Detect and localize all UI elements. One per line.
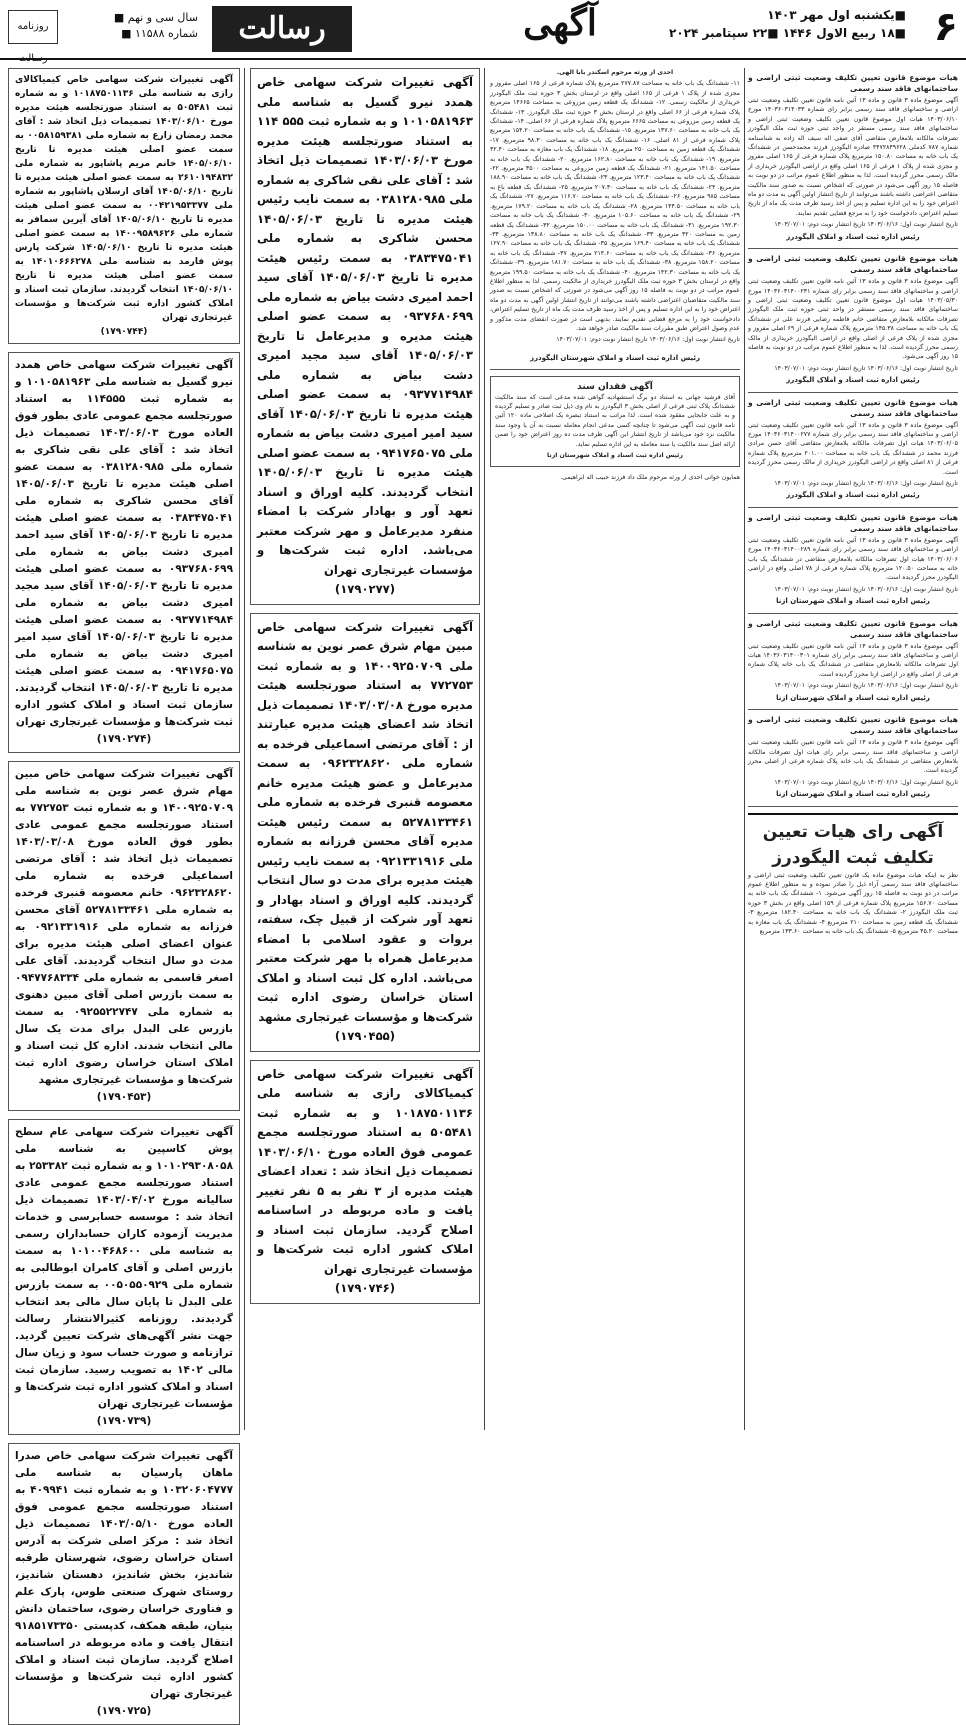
page-header [0, 0, 966, 64]
registry-notice: هیات موضوع قانون تعیین تکلیف وضعیت ثبتی اراضی و ساختمانهای فاقد سند رسمی آگهی موضوع ماده ۳ قانون و ماده ۱۳ آئین نامه قانون تعیین تکلیف وضعیت ثبتی اراضی و ساختمانهای فاقد سند رسمی برابر رای شماره ۱۴۰۳۶۰۳۱۴۰۰۲۸۹ مورخ ۱۴۰۳/۰۶/۰۶ هیات اول تصرفات مالکانه بلامعارض متقاضی در ششدانگ یک باب خانه به مساحت ۱۲۰.۵۰ مترمربع پلاک شماره فرعی از ۷۸ اصلی واقع در اراضی الیگودرز محرز گردیده است. تاریخ انتشار نوبت اول: ۱۴۰۳/۰۶/۱۶ تاریخ انتشار نوبت دوم: ۱۴۰۳/۰۷/۰۱ رئیس اداره ثبت اسناد و املاک شهرستان ازنا [748, 508, 958, 614]
column-company-notices-a [250, 68, 480, 1430]
date-block [669, 6, 906, 42]
land-list-signature: رئیس اداره ثبت اسناد و املاک شهرستان الیگودرز [490, 347, 740, 370]
column-divider [484, 68, 485, 1430]
issue-line-2: شماره ۱۱۵۸۸ ■ [121, 27, 198, 40]
column-land-list [490, 68, 740, 1430]
heir-notice: همایون خوانی احدی از ورثه مرحوم ملک داد فرزند حبیب اله ابراهیمی. [560, 474, 740, 482]
mini-logo: روزنامه رسالت [8, 10, 58, 44]
registry-notice: هیات موضوع قانون تعیین تکلیف وضعیت ثبتی اراضی و ساختمانهای فاقد سند رسمی آگهی موضوع ماده ۳ قانون و ماده ۱۳ آئین نامه قانون تعیین تکلیف وضعیت ثبتی اراضی و ساختمانهای فاقد سند رسمی برابر رای هیات اول تصرفات مالکانه بلامعارض متقاضی در ششدانگ یک باب خانه پلاک شماره فرعی از اصلی محرز گردیده است. تاریخ انتشار نوبت اول: ۱۴۰۳/۰۶/۱۶ تاریخ انتشار نوبت دوم: ۱۴۰۳/۰۷/۰۱ رئیس اداره ثبت اسناد و املاک شهرستان ازنا [748, 710, 958, 806]
page-number: ۶ [933, 4, 958, 50]
company-notice: آگهی تغییرات شرکت سهامی خاص مبین مهام شرق عصر نوین به شناسه ملی ۱۴۰۰۹۲۵۰۷۰۹ و به شماره ثبت ۷۷۲۷۵۳ به استناد صورتجلسه هیئت مدیره مورخ ۱۴۰۳/۰۳/۰۸ تصمیمات ذیل اتخاذ شد اعضای هیئت مدیره عبارتند از : آقای مرتضی اسماعیلی فرخده به شماره ملی ۰۹۶۲۳۲۸۶۲۰ به سمت مدیرعامل و عضو هیئت مدیره خانم معصومه قنبری فرخده به شماره ملی ۵۲۷۸۱۳۳۴۶۱ به سمت رئیس هیئت مدیره آقای محسن فرزانه به شماره ملی ۰۹۲۱۳۳۱۹۱۶ به سمت نایب رئیس هیئت مدیره برای مدت دو سال انتخاب گردیدند. کلیه اوراق و اسناد بهادار و تعهد آور شرکت از قبیل چک، سفته، بروات و عقود اسلامی با امضاء مدیرعامل همراه با مهر شرکت معتبر می‌باشد. اداره کل ثبت اسناد و املاک استان خراسان رضوی اداره ثبت شرکت‌ها و مؤسسات غیرتجاری مشهد (۱۷۹۰۴۵۵) [250, 613, 480, 1052]
issue-line-1: سال سی و نهم ■ [113, 11, 198, 24]
registry-notice: هیات موضوع قانون تعیین تکلیف وضعیت ثبتی اراضی و ساختمانهای فاقد سند رسمی آگهی موضوع ماده ۳ قانون و ماده ۱۳ آئین نامه قانون تعیین تکلیف وضعیت ثبتی اراضی و ساختمانهای فاقد سند رسمی برابر رای شماره ۱۴۰۳۶۰۳۱۴۰۰۲۳۱ مورخ ۱۴۰۳/۰۵/۳۰ هیات اول موضوع قانون تعیین تکلیف وضعیت ثبتی اراضی و ساختمانهای فاقد سند رسمی مستقر در واحد ثبتی حوزه ثبت ملک الیگودرز تصرفات مالکانه بلامعارض متقاضی خانم فاطمه رضایی فرزند علی در ششدانگ یک باب خانه به مساحت ۱۴۵.۳۸ مترمربع پلاک شماره فرعی از ۶۹ اصلی مفروز و مجزی شده از پلاک فرعی از اصلی واقع در اراضی الیگودرز خریداری از مالک رسمی محرز گردیده است. لذا به منظور اطلاع عموم مراتب در دو نوبت به فاصله ۱۵ روز آگهی می‌شود. تاریخ انتشار نوبت اول: ۱۴۰۳/۰۶/۱۶ تاریخ انتشار نوبت دوم: ۱۴۰۳/۰۷/۰۱ رئیس اداره ثبت اسناد و املاک الیگودرز [748, 249, 958, 392]
land-list-body: ۱۱- ششدانگ یک باب خانه به مساحت ۲۷۷.۸۷ مترمربع پلاک شماره فرعی از ۱۶۵ اصلی مفروز و مجزی شده از پلاک ۱ فرعی از ۱۶۵ اصلی واقع در لرستان بخش ۳ حوزه ثبت ملک الیگودرز خریداری از مالکیت رسمی. ۱۲- ششدانگ یک قطعه زمین مزروعی به مساحت ۱۴۶۶۵ مترمربع پلاک شماره فرعی از ۶۶ اصلی واقع در لرستان بخش ۳ حوزه ثبت ملک الیگودرز. ۱۳- ششدانگ یک قطعه زمین مزروعی به مساحت ۶۶۶۵ مترمربع پلاک شماره فرعی از ۶۶ اصلی. ۱۴- ششدانگ یک باب خانه به مساحت ۱۳۷.۶۰ مترمربع. ۱۵- ششدانگ یک باب خانه به مساحت ۱۵۴.۲۰ مترمربع پلاک شماره فرعی از ۸۱ اصلی. ۱۶- ششدانگ یک باب خانه به مساحت ۹۸.۳۰ مترمربع. ۱۷- ششدانگ یک قطعه زمین به مساحت ۲۵۰ مترمربع. ۱۸- ششدانگ یک باب مغازه به مساحت ۳۲.۴۰ مترمربع. ۱۹- ششدانگ یک باب خانه به مساحت ۱۶۲.۸۰ مترمربع. ۲۰- ششدانگ یک باب خانه به مساحت ۱۴۱.۵۰ مترمربع. ۲۱- ششدانگ یک قطعه زمین مزروعی به مساحت ۳۵۰۰ مترمربع. ۲۲- ششدانگ یک باب خانه به مساحت ۱۲۳.۴۰ مترمربع. ۲۳- ششدانگ یک باب خانه به مساحت ۱۸۸.۹۰ مترمربع. ۲۴- ششدانگ یک باب خانه به مساحت ۲۰۷.۳۰ مترمربع. ۲۵- ششدانگ یک قطعه باغ به مساحت ۹۸۵ مترمربع. ۲۶- ششدانگ یک باب خانه به مساحت ۱۱۶.۷۰ مترمربع. ۲۷- ششدانگ یک باب خانه به مساحت ۱۴۴.۵۰ مترمربع. ۲۸- ششدانگ یک باب خانه به مساحت ۱۷۹.۲۰ مترمربع. ۲۹- ششدانگ یک باب خانه به مساحت ۱۰۵.۶۰ مترمربع. ۳۰- ششدانگ یک باب خانه به مساحت ۱۹۲.۳۰ مترمربع. ۳۱- ششدانگ یک باب خانه به مساحت ۱۵۰.۰۰ مترمربع. ۳۲- ششدانگ یک قطعه زمین به مساحت ۳۲۰ مترمربع. ۳۳- ششدانگ یک باب خانه به مساحت ۱۳۸.۸۰ مترمربع. ۳۴- ششدانگ یک باب خانه به مساحت ۱۶۹.۴۰ مترمربع. ۳۵- ششدانگ یک باب خانه به مساحت ۱۲۷.۹۰ مترمربع. ۳۶- ششدانگ یک باب خانه به مساحت ۲۱۴.۶۰ مترمربع. ۳۷- ششدانگ یک باب خانه به مساحت ۱۵۸.۲۰ مترمربع. ۳۸- ششدانگ یک باب خانه به مساحت ۱۸۱.۷۰ مترمربع. ۳۹- ششدانگ یک باب خانه به مساحت ۱۴۲.۳۰ مترمربع. ۴۰- ششدانگ یک باب خانه به مساحت ۱۹۹.۵۰ مترمربع واقع در لرستان بخش ۳ حوزه ثبت ملک الیگودرز خریداری از مالکیت رسمی. لذا به منظور اطلاع عموم مراتب در دو نوبت به فاصله ۱۵ روز آگهی می‌شود در صورتی که اشخاص نسبت به صدور سند مالکیت متقاضیان اعتراضی داشته باشند می‌توانند از تاریخ انتشار اولین آگهی به مدت دو ماه اعتراض خود را به این اداره تسلیم و پس از اخذ رسید ظرف مدت یک ماه از تاریخ تسلیم اعتراض، دادخواست خود را به مرجع قضایی تقدیم نمایند. بدیهی است در صورت انقضای مدت مذکور و عدم وصول اعتراض طبق مقررات سند مالکیت صادر خواهد شد. [490, 80, 741, 332]
company-notice: آگهی تغییرات شرکت سهامی خاص همدد نیرو گسیل به شناسه ملی ۱۰۱۰۵۸۱۹۶۳ و به شماره ثبت ۵۵۵ ۱۱۴ به استناد صورتجلسه هیئت مدیره مورخ ۱۴۰۳/۰۶/۰۳ تصمیمات ذیل اتخاذ شد : آقای علی نقی شاکری به شماره ملی ۰۳۸۱۲۸۰۹۸۵ به سمت نایب رئیس هیئت مدیره تا تاریخ ۱۴۰۵/۰۶/۰۳ محسن شاکری به شماره ملی ۰۳۸۳۴۷۵۰۴۱ به سمت رئیس هیئت مدیره تا تاریخ ۱۴۰۵/۰۶/۰۳ آقای سید احمد امیری دشت بیاض به شماره ملی ۰۹۳۷۶۸۰۶۹۹ به سمت عضو اصلی هیئت مدیره و مدیرعامل تا تاریخ ۱۴۰۵/۰۶/۰۳ آقای سید مجید امیری دشت بیاض به شماره ملی ۰۹۳۷۷۱۴۹۸۴ به سمت عضو اصلی هیئت مدیره تا تاریخ ۱۴۰۵/۰۶/۰۳ آقای سید امیر امیری دشت بیاض به شماره ملی ۰۹۴۱۷۶۵۰۷۵ به سمت عضو اصلی هیئت مدیره تا تاریخ ۱۴۰۵/۰۶/۰۳ انتخاب گردیدند. کلیه اوراق و اسناد تعهد آور و بهادار شرکت با امضاء منفرد مدیرعامل و مهر شرکت معتبر می‌باشد. اداره ثبت شرکت‌ها و مؤسسات غیرتجاری تهران (۱۷۹۰۲۷۷) [250, 68, 480, 605]
newspaper-logo: رسالت [212, 6, 352, 52]
company-notice: آگهی تغییرات شرکت سهامی خاص مبین مهام شرق عصر نوین به شناسه ملی ۱۴۰۰۹۲۵۰۷۰۹ و به شماره ثبت ۷۷۲۷۵۳ به استناد صورتجلسه مجمع عمومی عادی بطور فوق العاده مورخ ۱۴۰۳/۰۳/۰۸ تصمیمات ذیل اتخاذ شد : آقای مرتضی اسماعیلی فرخده به شماره ملی ۰۹۶۲۳۲۸۶۲۰ خانم معصومه قنبری فرخده به شماره ملی ۵۲۷۸۱۳۳۴۶۱ آقای محسن فرزانه به شماره ملی ۰۹۲۱۳۳۱۹۱۶ به عنوان اعضای اصلی هیئت مدیره برای مدت دو سال انتخاب گردیدند. آقای علی اصغر قاسمی به شماره ملی ۰۹۴۷۷۶۸۳۳۴ به سمت بازرس اصلی آقای مبین دهنوی به شماره ملی ۰۹۲۵۵۲۲۷۴۷ به سمت بازرس علی البدل برای مدت یک سال مالی انتخاب شدند. اداره کل ثبت اسناد و املاک استان خراسان رضوی اداره ثبت شرکت‌ها و مؤسسات غیرتجاری مشهد (۱۷۹۰۴۵۳) [8, 761, 240, 1111]
company-notice: آگهی تغییرات شرکت سهامی خاص صدرا ماهان پارسیان به شناسه ملی ۱۰۳۲۰۶۰۴۷۷۷ و به شماره ثبت ۴۰۹۹۴۱ به استناد صورتجلسه مجمع عمومی فوق العاده مورخ ۱۴۰۳/۰۵/۱۰ تصمیمات ذیل اتخاذ شد : مرکز اصلی شرکت به آدرس استان خراسان رضوی، شهرستان طرقبه شاندیز، بخش شاندیز، دهستان شاندیز، روستای شهرک صنعتی طوس، پارک علم و فناوری خراسان رضوی، ساختمان دانش بنیان، طبقه همکف، کدپستی ۹۱۸۵۱۷۳۳۵۰ انتقال یافت و ماده مربوطه در اساسنامه اصلاح گردید. سازمان ثبت اسناد و املاک کشور اداره ثبت شرکت‌ها و مؤسسات غیرتجاری تهران (۱۷۹۰۷۲۵) [8, 1443, 240, 1725]
section-title: آگهی [523, 2, 597, 44]
registry-vote-title: آگهی رای هیات تعیین تکلیف ثبت الیگودرز [748, 813, 958, 871]
company-notice: آگهی تغییرات شرکت سهامی خاص کیمیاکالای رازی به شناسه ملی ۱۰۱۸۷۵۰۱۱۳۶ و به شماره ثبت ۵۰۵۴۸۱ به استناد صورتجلسه هیئت مدیره مورخ ۱۴۰۳/۰۶/۱۰ تصمیمات ذیل اتخاذ شد : آقای محمد رمضان زارع به شماره ملی ۰۰۵۸۱۵۹۳۸۱ به سمت عضو اصلی هیئت مدیره تا تاریخ ۱۴۰۵/۰۶/۱۰ خانم مریم پاشاپور به شماره ملی ۲۶۱۰۱۹۴۸۳۲ به سمت عضو اصلی هیئت مدیره تا تاریخ ۱۴۰۵/۰۶/۱۰ آقای ارسلان پاشاپور به شماره ملی ۰۰۴۲۱۹۵۳۳۷۷ به سمت عضو اصلی هیئت مدیره تا تاریخ ۱۴۰۵/۰۶/۱۰ آقای آیرین سمافر به شماره ملی ۱۴۰۰۹۵۸۹۶۲۶ به سمت عضو اصلی هیئت مدیره تا تاریخ ۱۴۰۵/۰۶/۱۰ شرکت پارس پوش فارمد به شناسه ملی ۱۴۰۱۰۶۶۶۲۷۸ به سمت عضو اصلی هیئت مدیره تا تاریخ ۱۴۰۵/۰۶/۱۰ انتخاب گردیدند. سازمان ثبت اسناد و املاک کشور اداره ثبت شرکت‌ها و مؤسسات غیرتجاری تهران (۱۷۹۰۷۴۴) [8, 68, 240, 344]
company-notice: آگهی تغییرات شرکت سهامی خاص کیمیاکالای رازی به شناسه ملی ۱۰۱۸۷۵۰۱۱۳۶ و به شماره ثبت ۵۰۵۴۸۱ به استناد صورتجلسه مجمع عمومی فوق العاده مورخ ۱۴۰۳/۰۶/۱۰ تصمیمات ذیل اتخاذ شد : تعداد اعضای هیئت مدیره از ۳ نفر به ۵ نفر تغییر یافت و ماده مربوطه در اساسنامه اصلاح گردید. سازمان ثبت اسناد و املاک کشور اداره ثبت شرکت‌ها و مؤسسات غیرتجاری تهران (۱۷۹۰۷۴۶) [250, 1060, 480, 1304]
company-notice: آگهی تغییرات شرکت سهامی خاص همدد نیرو گسیل به شناسه ملی ۱۰۱۰۵۸۱۹۶۳ و به شماره ثبت ۱۱۴۵۵۵ به استناد صورتجلسه مجمع عمومی عادی بطور فوق العاده مورخ ۱۴۰۳/۰۶/۰۳ تصمیمات ذیل اتخاذ شد : آقای علی نقی شاکری به شماره ملی ۰۳۸۱۲۸۰۹۸۵ به سمت عضو اصلی هیئت مدیره تا تاریخ ۱۴۰۵/۰۶/۰۳ آقای محسن شاکری به شماره ملی ۰۳۸۳۴۷۵۰۴۱ به سمت عضو اصلی هیئت مدیره تا تاریخ ۱۴۰۵/۰۶/۰۳ آقای سید احمد امیری دشت بیاض به شماره ملی ۰۹۳۷۶۸۰۶۹۹ به سمت عضو اصلی هیئت مدیره تا تاریخ ۱۴۰۵/۰۶/۰۳ آقای سید مجید امیری دشت بیاض به شماره ملی ۰۹۳۷۷۱۴۹۸۴ به سمت عضو اصلی هیئت مدیره تا تاریخ ۱۴۰۵/۰۶/۰۳ آقای سید امیر امیری دشت بیاض به شماره ملی ۰۹۴۱۷۶۵۰۷۵ به سمت عضو اصلی هیئت مدیره تا تاریخ ۱۴۰۵/۰۶/۰۳ انتخاب گردیدند. سازمان ثبت اسناد و املاک کشور اداره ثبت شرکت‌ها و مؤسسات غیرتجاری تهران (۱۷۹۰۲۷۴) [8, 352, 240, 753]
registry-notice: هیات موضوع قانون تعیین تکلیف وضعیت ثبتی اراضی و ساختمانهای فاقد سند رسمی آگهی موضوع ماده ۳ قانون و ماده ۱۳ آئین نامه قانون تعیین تکلیف وضعیت ثبتی اراضی و ساختمانهای فاقد سند رسمی برابر رای شماره ۱۴۰۳۶۰۳۱۴۰۳۳ مورخ ۱۴۰۳/۰۶/۱۰ هیات اول موضوع قانون تعیین تکلیف وضعیت ثبتی اراضی و ساختمانهای فاقد سند رسمی مستقر در واحد ثبتی حوزه ثبت ملک الیگودرز تصرفات مالکانه بلامعارض متقاضی آقای صفی اله سیف اله زاده به شناسنامه شماره ۷۸۷ کدملی ۴۴۷۲۸۴۹۶۲۸ صادره الیگودرز فرزند محمدحسن در ششدانگ یک باب خانه به مساحت ۱۵۰.۸۰ مترمربع پلاک شماره فرعی از ۱۶۵ اصلی مفروز و مجزی شده از پلاک ۱ فرعی از ۱۶۵ اصلی واقع در اراضی الیگودرز خریداری از مالک رسمی محرز گردیده است. لذا به منظور اطلاع عموم مراتب در دو نوبت به فاصله ۱۵ روز آگهی می‌شود در صورتی که اشخاص نسبت به صدور سند مالکیت متقاضی اعتراضی داشته باشند می‌توانند از تاریخ انتشار اولین آگهی به مدت دو ماه اعتراض خود را به این اداره تسلیم و پس از اخذ رسید ظرف مدت یک ماه از تاریخ تسلیم اعتراض، دادخواست خود را به مرجع قضایی تقدیم نمایند. تاریخ انتشار نوبت اول: ۱۴۰۳/۰۶/۱۶ تاریخ انتشار نوبت دوم: ۱۴۰۳/۰۷/۰۱ رئیس اداره ثبت اسناد و املاک الیگودرز [748, 68, 958, 249]
registry-notice: هیات موضوع قانون تعیین تکلیف وضعیت ثبتی اراضی و ساختمانهای فاقد سند رسمی آگهی موضوع ماده ۳ قانون و ماده ۱۳ آئین نامه قانون تعیین تکلیف وضعیت ثبتی اراضی و ساختمانهای فاقد سند رسمی برابر رای شماره ۱۴۰۳۶۰۳۱۴۰۰۲۷۷ مورخ ۱۴۰۳/۰۶/۰۵ هیات اول تصرفات مالکانه بلامعارض متقاضی آقای حسن مرادی فرزند محمد در ششدانگ یک باب خانه به مساحت ۲۰۱.۰۰ مترمربع پلاک شماره فرعی از ۸۱ اصلی واقع در اراضی الیگودرز خریداری از مالک رسمی محرز گردیده است. تاریخ انتشار نوبت اول: ۱۴۰۳/۰۶/۱۶ تاریخ انتشار نوبت دوم: ۱۴۰۳/۰۷/۰۱ رئیس اداره ثبت اسناد و املاک الیگودرز [748, 393, 958, 508]
date-line-2: ■۱۸ ربیع الاول ۱۴۴۶ ■۲۲ سپتامبر ۲۰۲۴ [669, 26, 906, 40]
column-company-notices-b [8, 68, 240, 1717]
list-header: احدی از ورثه مرحوم اسکندر بابا الهی. [556, 69, 674, 76]
column-land-notices [748, 68, 958, 1430]
issue-info [8, 10, 198, 64]
column-divider [744, 68, 745, 1430]
registry-vote-body: نظر به اینکه هیات موضوع ماده یک قانون تعیین تکلیف وضعیت ثبتی اراضی و ساختمانهای فاقد سند رسمی آراء ذیل را صادر نموده و به منظور اطلاع عموم مراتب در دو نوبت به فاصله ۱۵ روز آگهی می‌شود. ۱- ششدانگ یک باب خانه به مساحت ۱۵۶.۷۰ مترمربع پلاک شماره فرعی از ۱۵۹ اصلی واقع در بخش ۳ حوزه ثبت ملک الیگودرز ۲- ششدانگ یک باب خانه به مساحت ۱۸۲.۴۰ مترمربع ۳- ششدانگ یک قطعه زمین به مساحت ۲۱۰ مترمربع ۴- ششدانگ یک باب مغازه به مساحت ۴۵.۲۰ مترمربع ۵- ششدانگ یک باب خانه به مساحت ۱۳۳.۶۰ مترمربع [748, 871, 958, 935]
column-divider [244, 68, 245, 1430]
date-line-1: ■یکشنبه اول مهر ۱۴۰۳ [767, 8, 906, 22]
registry-notice: هیات موضوع قانون تعیین تکلیف وضعیت ثبتی اراضی و ساختمانهای فاقد سند رسمی آگهی موضوع ماده ۳ قانون و ماده ۱۳ آئین نامه قانون تعیین تکلیف وضعیت ثبتی اراضی و ساختمانهای فاقد سند رسمی برابر رای شماره ۱۴۰۳۶۰۳۱۴۰۰۳۰۱ هیات اول تصرفات مالکانه بلامعارض متقاضی در ششدانگ یک باب خانه پلاک شماره فرعی از اصلی واقع در اراضی ازنا محرز گردیده است. تاریخ انتشار نوبت اول: ۱۴۰۳/۰۶/۱۶ تاریخ انتشار نوبت دوم: ۱۴۰۳/۰۷/۰۱ رئیس اداره ثبت اسناد و املاک شهرستان ازنا [748, 614, 958, 710]
land-list-dates: تاریخ انتشار نوبت اول: ۱۴۰۳/۰۶/۱۶ تاریخ انتشار نوبت دوم: ۱۴۰۳/۰۷/۰۱ [556, 336, 740, 344]
lost-deed-notice: آگهی فقدان سند آقای فرشید جهانی به استناد دو برگ استشهادیه گواهی شده مدعی است که سند مالکیت ششدانگ پلاک ثبتی فرعی از اصلی بخش ۳ الیگودرز به نام وی ذیل ثبت صادر و تسلیم گردیده و به علت جابجایی مفقود شده است. لذا مراتب به استناد تبصره یک اصلاحی ماده ۱۲۰ آئین نامه قانون ثبت آگهی می‌شود تا چنانچه کسی مدعی انجام معامله نسبت به آن یا وجود سند مالکیت نزد خود می‌باشد از تاریخ انتشار این آگهی ظرف مدت ده روز اعتراض خود را ضمن ارائه اصل سند مالکیت یا سند معامله به این اداره تسلیم نماید. رئیس اداره ثبت اسناد و املاک شهرستان ازنا [490, 376, 740, 467]
company-notice: آگهی تغییرات شرکت سهامی عام سطح پوش کاسپین به شناسه ملی ۱۰۱۰۲۹۳۰۸۰۵۸ و به شماره ثبت ۲۵۳۳۸۲ به استناد صورتجلسه مجمع عمومی عادی سالیانه مورخ ۱۴۰۳/۰۴/۰۲ تصمیمات ذیل اتخاذ شد : موسسه حسابرسی و خدمات مدیریت آزموده کاران حسابداران رسمی به شناسه ملی ۱۰۱۰۰۴۶۸۶۰۰ به سمت بازرس اصلی و آقای کامران ابوطالبی به شماره ملی ۰۰۵۰۵۵۰۹۲۹ به سمت بازرس علی البدل تا پایان سال مالی بعد انتخاب گردیدند. روزنامه کثیرالانتشار رسالت جهت نشر آگهی‌های شرکت تعیین گردید. ترازنامه و صورت حساب سود و زیان سال مالی ۱۴۰۲ به تصویب رسید. سازمان ثبت اسناد و املاک کشور اداره ثبت شرکت‌ها و مؤسسات غیرتجاری تهران (۱۷۹۰۷۳۹) [8, 1119, 240, 1435]
